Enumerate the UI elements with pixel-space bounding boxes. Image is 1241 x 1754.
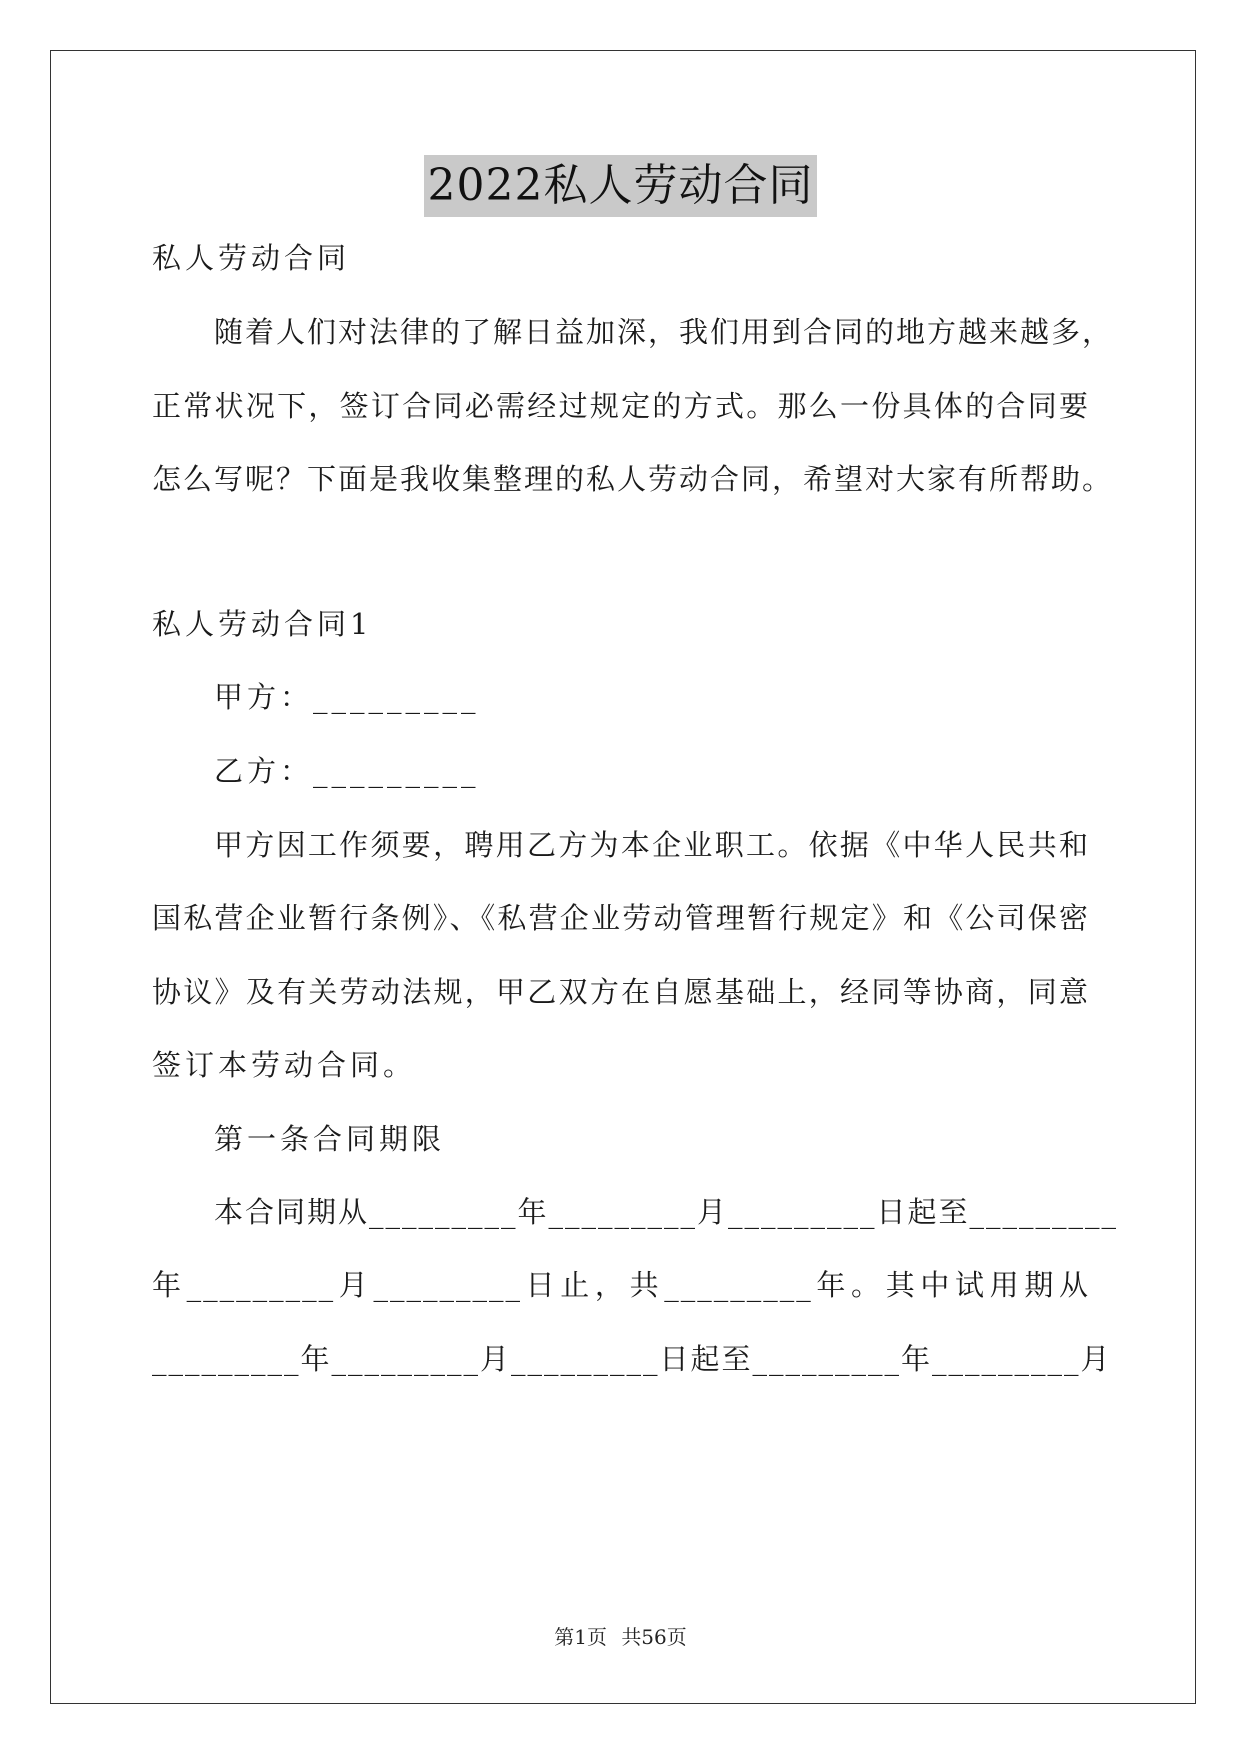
article-one-heading: 第一条合同期限 [214, 1122, 446, 1156]
page-number: 第1页 [554, 1625, 607, 1649]
page-footer [0, 1624, 1241, 1650]
preamble-line-3: 协议》及有关劳动法规，甲乙双方在自愿基础上，经同等协商，同意 [152, 975, 1090, 1009]
party-b-field: 乙方：_________ [214, 754, 480, 788]
party-a-field: 甲方：_________ [214, 680, 480, 714]
page-total: 共56页 [621, 1625, 687, 1649]
term-line-1: 本合同期从_________年_________月_________日起至_________ [214, 1195, 1119, 1229]
intro-paragraph-line-2: 正常状况下，签订合同必需经过规定的方式。那么一份具体的合同要 [152, 389, 1090, 423]
page-border [50, 50, 1196, 1704]
preamble-line-2: 国私营企业暂行条例》、《私营企业劳动管理暂行规定》和《公司保密 [152, 901, 1090, 935]
term-line-3: _________年_________月_________日起至_________年_________月 [152, 1342, 1112, 1376]
intro-paragraph-line-3: 怎么写呢？下面是我收集整理的私人劳动合同，希望对大家有所帮助。 [152, 462, 1114, 496]
intro-paragraph-line-1: 随着人们对法律的了解日益加深，我们用到合同的地方越来越多， [214, 315, 1114, 349]
title-container [0, 155, 1241, 217]
contract-heading: 私人劳动合同1 [152, 607, 373, 641]
section-heading: 私人劳动合同 [152, 241, 351, 275]
preamble-line-1: 甲方因工作须要，聘用乙方为本企业职工。依据《中华人民共和 [214, 828, 1090, 862]
document-title: 2022私人劳动合同 [424, 155, 818, 217]
term-line-2: 年_________月_________日止，共_________年。其中试用期从 [152, 1268, 1090, 1302]
preamble-line-4: 签订本劳动合同。 [152, 1048, 417, 1082]
